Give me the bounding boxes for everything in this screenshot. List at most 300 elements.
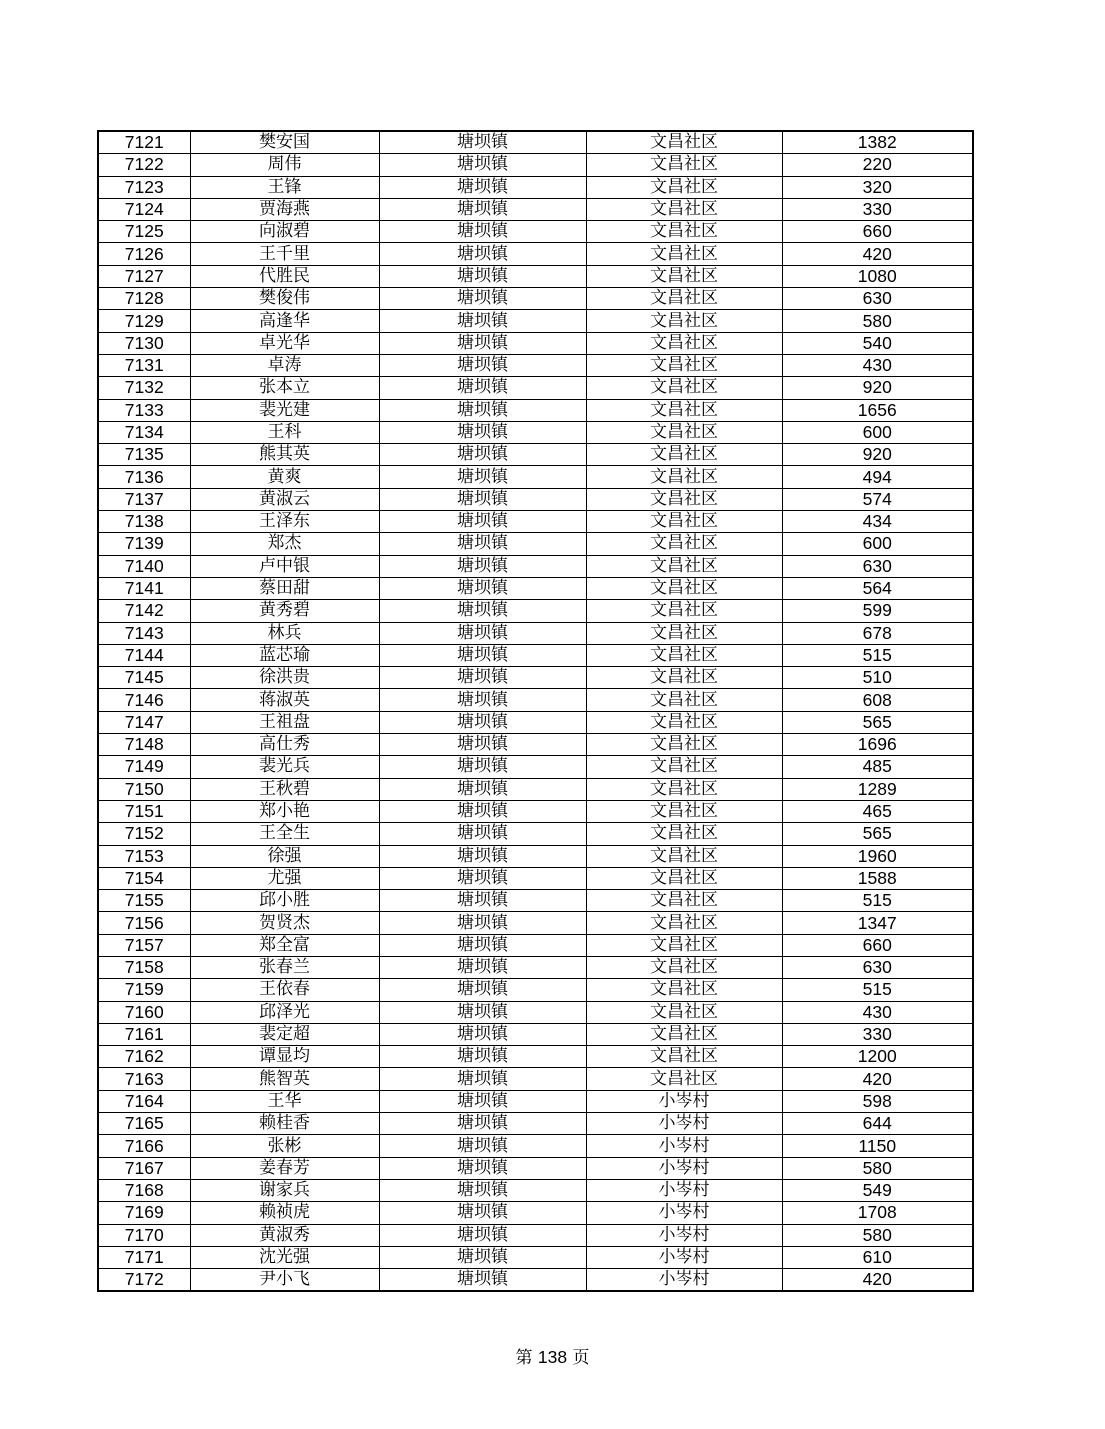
town-cell: 塘坝镇	[379, 1246, 586, 1268]
name-cell: 邱泽光	[190, 1001, 379, 1023]
amount-cell: 1696	[782, 734, 973, 756]
name-cell: 赖桂香	[190, 1113, 379, 1135]
amount-cell: 320	[782, 176, 973, 198]
town-cell: 塘坝镇	[379, 1068, 586, 1090]
name-cell: 高逢华	[190, 310, 379, 332]
row-index-cell: 7131	[98, 354, 190, 376]
amount-cell: 515	[782, 644, 973, 666]
town-cell: 塘坝镇	[379, 131, 586, 154]
row-index-cell: 7149	[98, 756, 190, 778]
town-cell: 塘坝镇	[379, 332, 586, 354]
row-index-cell: 7139	[98, 533, 190, 555]
row-index-cell: 7140	[98, 555, 190, 577]
amount-cell: 540	[782, 332, 973, 354]
amount-cell: 630	[782, 956, 973, 978]
amount-cell: 1588	[782, 867, 973, 889]
name-cell: 黄淑云	[190, 488, 379, 510]
name-cell: 黄淑秀	[190, 1224, 379, 1246]
town-cell: 塘坝镇	[379, 979, 586, 1001]
community-cell: 文昌社区	[586, 845, 782, 867]
table-row	[98, 1068, 973, 1090]
amount-cell: 678	[782, 622, 973, 644]
name-cell: 王秋碧	[190, 778, 379, 800]
row-index-cell: 7147	[98, 711, 190, 733]
table-row	[98, 555, 973, 577]
name-cell: 周伟	[190, 154, 379, 176]
table-row	[98, 689, 973, 711]
row-index-cell: 7130	[98, 332, 190, 354]
name-cell: 张彬	[190, 1135, 379, 1157]
name-cell: 卓涛	[190, 354, 379, 376]
row-index-cell: 7159	[98, 979, 190, 1001]
amount-cell: 565	[782, 823, 973, 845]
page-label-prefix: 第	[515, 1348, 533, 1368]
name-cell: 蓝芯瑜	[190, 644, 379, 666]
community-cell: 文昌社区	[586, 131, 782, 154]
amount-cell: 660	[782, 221, 973, 243]
name-cell: 蔡田甜	[190, 577, 379, 599]
table-row	[98, 734, 973, 756]
table-row	[98, 1179, 973, 1201]
town-cell: 塘坝镇	[379, 689, 586, 711]
community-cell: 文昌社区	[586, 1046, 782, 1068]
amount-cell: 600	[782, 421, 973, 443]
row-index-cell: 7163	[98, 1068, 190, 1090]
community-cell: 文昌社区	[586, 1001, 782, 1023]
table-row	[98, 310, 973, 332]
row-index-cell: 7126	[98, 243, 190, 265]
amount-cell: 565	[782, 711, 973, 733]
community-cell: 文昌社区	[586, 288, 782, 310]
community-cell: 文昌社区	[586, 689, 782, 711]
row-index-cell: 7122	[98, 154, 190, 176]
table-row	[98, 533, 973, 555]
community-cell: 文昌社区	[586, 600, 782, 622]
community-cell: 文昌社区	[586, 622, 782, 644]
name-cell: 黄秀碧	[190, 600, 379, 622]
row-index-cell: 7137	[98, 488, 190, 510]
town-cell: 塘坝镇	[379, 1046, 586, 1068]
amount-cell: 598	[782, 1090, 973, 1112]
community-cell: 文昌社区	[586, 243, 782, 265]
town-cell: 塘坝镇	[379, 711, 586, 733]
name-cell: 谢家兵	[190, 1179, 379, 1201]
table-row	[98, 1224, 973, 1246]
town-cell: 塘坝镇	[379, 198, 586, 220]
town-cell: 塘坝镇	[379, 823, 586, 845]
table-row	[98, 912, 973, 934]
table-row	[98, 1001, 973, 1023]
row-index-cell: 7167	[98, 1157, 190, 1179]
page-footer	[0, 1343, 1105, 1368]
town-cell: 塘坝镇	[379, 577, 586, 599]
name-cell: 郑全富	[190, 934, 379, 956]
row-index-cell: 7151	[98, 800, 190, 822]
amount-cell: 660	[782, 934, 973, 956]
amount-cell: 630	[782, 555, 973, 577]
row-index-cell: 7135	[98, 444, 190, 466]
community-cell: 小岑村	[586, 1113, 782, 1135]
community-cell: 小岑村	[586, 1224, 782, 1246]
amount-cell: 485	[782, 756, 973, 778]
community-cell: 文昌社区	[586, 734, 782, 756]
community-cell: 小岑村	[586, 1202, 782, 1224]
town-cell: 塘坝镇	[379, 354, 586, 376]
table-row	[98, 399, 973, 421]
town-cell: 塘坝镇	[379, 466, 586, 488]
name-cell: 贾海燕	[190, 198, 379, 220]
community-cell: 文昌社区	[586, 533, 782, 555]
name-cell: 王泽东	[190, 511, 379, 533]
amount-cell: 510	[782, 667, 973, 689]
amount-cell: 1656	[782, 399, 973, 421]
community-cell: 文昌社区	[586, 555, 782, 577]
name-cell: 张本立	[190, 377, 379, 399]
amount-cell: 1382	[782, 131, 973, 154]
amount-cell: 599	[782, 600, 973, 622]
name-cell: 王锋	[190, 176, 379, 198]
name-cell: 代胜民	[190, 265, 379, 287]
amount-cell: 580	[782, 1224, 973, 1246]
row-index-cell: 7123	[98, 176, 190, 198]
name-cell: 林兵	[190, 622, 379, 644]
row-index-cell: 7142	[98, 600, 190, 622]
town-cell: 塘坝镇	[379, 399, 586, 421]
town-cell: 塘坝镇	[379, 310, 586, 332]
table-row	[98, 221, 973, 243]
name-cell: 贺贤杰	[190, 912, 379, 934]
row-index-cell: 7127	[98, 265, 190, 287]
row-index-cell: 7146	[98, 689, 190, 711]
row-index-cell: 7170	[98, 1224, 190, 1246]
amount-cell: 1347	[782, 912, 973, 934]
row-index-cell: 7164	[98, 1090, 190, 1112]
row-index-cell: 7129	[98, 310, 190, 332]
row-index-cell: 7172	[98, 1269, 190, 1292]
town-cell: 塘坝镇	[379, 176, 586, 198]
table-row	[98, 1269, 973, 1292]
name-cell: 樊俊伟	[190, 288, 379, 310]
amount-cell: 564	[782, 577, 973, 599]
table-row	[98, 979, 973, 1001]
amount-cell: 920	[782, 377, 973, 399]
name-cell: 沈光强	[190, 1246, 379, 1268]
table-row	[98, 332, 973, 354]
name-cell: 王科	[190, 421, 379, 443]
name-cell: 黄爽	[190, 466, 379, 488]
amount-cell: 494	[782, 466, 973, 488]
table-row	[98, 511, 973, 533]
row-index-cell: 7155	[98, 890, 190, 912]
town-cell: 塘坝镇	[379, 1157, 586, 1179]
table-row	[98, 800, 973, 822]
name-cell: 徐强	[190, 845, 379, 867]
name-cell: 尹小飞	[190, 1269, 379, 1292]
table-row	[98, 288, 973, 310]
amount-cell: 434	[782, 511, 973, 533]
community-cell: 小岑村	[586, 1179, 782, 1201]
town-cell: 塘坝镇	[379, 377, 586, 399]
town-cell: 塘坝镇	[379, 800, 586, 822]
amount-cell: 920	[782, 444, 973, 466]
row-index-cell: 7128	[98, 288, 190, 310]
town-cell: 塘坝镇	[379, 644, 586, 666]
name-cell: 熊其英	[190, 444, 379, 466]
row-index-cell: 7141	[98, 577, 190, 599]
name-cell: 王祖盘	[190, 711, 379, 733]
amount-cell: 1289	[782, 778, 973, 800]
table-row	[98, 934, 973, 956]
town-cell: 塘坝镇	[379, 912, 586, 934]
row-index-cell: 7125	[98, 221, 190, 243]
town-cell: 塘坝镇	[379, 1023, 586, 1045]
name-cell: 邱小胜	[190, 890, 379, 912]
row-index-cell: 7145	[98, 667, 190, 689]
row-index-cell: 7144	[98, 644, 190, 666]
row-index-cell: 7166	[98, 1135, 190, 1157]
amount-cell: 1150	[782, 1135, 973, 1157]
row-index-cell: 7157	[98, 934, 190, 956]
row-index-cell: 7165	[98, 1113, 190, 1135]
table-row	[98, 823, 973, 845]
table-row	[98, 756, 973, 778]
name-cell: 郑杰	[190, 533, 379, 555]
table-row	[98, 243, 973, 265]
town-cell: 塘坝镇	[379, 555, 586, 577]
town-cell: 塘坝镇	[379, 1202, 586, 1224]
name-cell: 向淑碧	[190, 221, 379, 243]
amount-cell: 630	[782, 288, 973, 310]
name-cell: 王千里	[190, 243, 379, 265]
row-index-cell: 7133	[98, 399, 190, 421]
row-index-cell: 7134	[98, 421, 190, 443]
community-cell: 小岑村	[586, 1157, 782, 1179]
amount-cell: 580	[782, 310, 973, 332]
row-index-cell: 7124	[98, 198, 190, 220]
table-row	[98, 644, 973, 666]
row-index-cell: 7132	[98, 377, 190, 399]
data-table	[97, 130, 974, 1292]
amount-cell: 430	[782, 354, 973, 376]
town-cell: 塘坝镇	[379, 1269, 586, 1292]
name-cell: 赖祯虎	[190, 1202, 379, 1224]
name-cell: 卓光华	[190, 332, 379, 354]
amount-cell: 420	[782, 243, 973, 265]
community-cell: 文昌社区	[586, 421, 782, 443]
row-index-cell: 7121	[98, 131, 190, 154]
name-cell: 王华	[190, 1090, 379, 1112]
town-cell: 塘坝镇	[379, 533, 586, 555]
row-index-cell: 7150	[98, 778, 190, 800]
name-cell: 裴定超	[190, 1023, 379, 1045]
community-cell: 文昌社区	[586, 444, 782, 466]
community-cell: 文昌社区	[586, 823, 782, 845]
community-cell: 小岑村	[586, 1246, 782, 1268]
community-cell: 文昌社区	[586, 890, 782, 912]
table-row	[98, 1246, 973, 1268]
amount-cell: 1960	[782, 845, 973, 867]
name-cell: 张春兰	[190, 956, 379, 978]
table-row	[98, 1113, 973, 1135]
row-index-cell: 7168	[98, 1179, 190, 1201]
amount-cell: 600	[782, 533, 973, 555]
amount-cell: 515	[782, 890, 973, 912]
community-cell: 文昌社区	[586, 934, 782, 956]
town-cell: 塘坝镇	[379, 265, 586, 287]
community-cell: 文昌社区	[586, 979, 782, 1001]
community-cell: 文昌社区	[586, 332, 782, 354]
row-index-cell: 7143	[98, 622, 190, 644]
community-cell: 文昌社区	[586, 377, 782, 399]
community-cell: 文昌社区	[586, 310, 782, 332]
name-cell: 徐洪贵	[190, 667, 379, 689]
amount-cell: 1080	[782, 265, 973, 287]
amount-cell: 1200	[782, 1046, 973, 1068]
town-cell: 塘坝镇	[379, 956, 586, 978]
table-row	[98, 890, 973, 912]
community-cell: 文昌社区	[586, 221, 782, 243]
name-cell: 尤强	[190, 867, 379, 889]
town-cell: 塘坝镇	[379, 890, 586, 912]
table-row	[98, 956, 973, 978]
table-row	[98, 667, 973, 689]
row-index-cell: 7138	[98, 511, 190, 533]
community-cell: 文昌社区	[586, 577, 782, 599]
town-cell: 塘坝镇	[379, 756, 586, 778]
community-cell: 文昌社区	[586, 354, 782, 376]
table-row	[98, 444, 973, 466]
name-cell: 裴光建	[190, 399, 379, 421]
table-row	[98, 778, 973, 800]
row-index-cell: 7162	[98, 1046, 190, 1068]
table-row	[98, 577, 973, 599]
table-row	[98, 1157, 973, 1179]
table-row	[98, 198, 973, 220]
town-cell: 塘坝镇	[379, 1224, 586, 1246]
town-cell: 塘坝镇	[379, 778, 586, 800]
table-row	[98, 1023, 973, 1045]
amount-cell: 420	[782, 1269, 973, 1292]
community-cell: 文昌社区	[586, 511, 782, 533]
town-cell: 塘坝镇	[379, 421, 586, 443]
table-row	[98, 600, 973, 622]
community-cell: 文昌社区	[586, 956, 782, 978]
community-cell: 文昌社区	[586, 756, 782, 778]
amount-cell: 580	[782, 1157, 973, 1179]
community-cell: 文昌社区	[586, 778, 782, 800]
amount-cell: 644	[782, 1113, 973, 1135]
table-row	[98, 176, 973, 198]
community-cell: 文昌社区	[586, 154, 782, 176]
row-index-cell: 7171	[98, 1246, 190, 1268]
name-cell: 王依春	[190, 979, 379, 1001]
amount-cell: 608	[782, 689, 973, 711]
table-row	[98, 1202, 973, 1224]
name-cell: 王全生	[190, 823, 379, 845]
town-cell: 塘坝镇	[379, 1090, 586, 1112]
town-cell: 塘坝镇	[379, 667, 586, 689]
amount-cell: 610	[782, 1246, 973, 1268]
name-cell: 熊智英	[190, 1068, 379, 1090]
community-cell: 文昌社区	[586, 912, 782, 934]
table-row	[98, 867, 973, 889]
row-index-cell: 7153	[98, 845, 190, 867]
town-cell: 塘坝镇	[379, 1179, 586, 1201]
community-cell: 文昌社区	[586, 488, 782, 510]
table-row	[98, 711, 973, 733]
amount-cell: 430	[782, 1001, 973, 1023]
town-cell: 塘坝镇	[379, 1135, 586, 1157]
community-cell: 文昌社区	[586, 1068, 782, 1090]
table-row	[98, 1135, 973, 1157]
table-row	[98, 354, 973, 376]
amount-cell: 330	[782, 1023, 973, 1045]
community-cell: 文昌社区	[586, 667, 782, 689]
table-body	[98, 131, 973, 1291]
row-index-cell: 7160	[98, 1001, 190, 1023]
community-cell: 文昌社区	[586, 176, 782, 198]
row-index-cell: 7152	[98, 823, 190, 845]
row-index-cell: 7154	[98, 867, 190, 889]
town-cell: 塘坝镇	[379, 867, 586, 889]
amount-cell: 549	[782, 1179, 973, 1201]
amount-cell: 574	[782, 488, 973, 510]
town-cell: 塘坝镇	[379, 622, 586, 644]
community-cell: 小岑村	[586, 1135, 782, 1157]
amount-cell: 420	[782, 1068, 973, 1090]
name-cell: 裴光兵	[190, 756, 379, 778]
town-cell: 塘坝镇	[379, 600, 586, 622]
table-row	[98, 845, 973, 867]
name-cell: 高仕秀	[190, 734, 379, 756]
row-index-cell: 7169	[98, 1202, 190, 1224]
table-row	[98, 466, 973, 488]
town-cell: 塘坝镇	[379, 934, 586, 956]
amount-cell: 330	[782, 198, 973, 220]
row-index-cell: 7136	[98, 466, 190, 488]
name-cell: 谭显均	[190, 1046, 379, 1068]
community-cell: 小岑村	[586, 1090, 782, 1112]
page-label-suffix: 页	[572, 1348, 590, 1368]
table-row	[98, 131, 973, 154]
table-row	[98, 488, 973, 510]
table-row	[98, 1046, 973, 1068]
row-index-cell: 7161	[98, 1023, 190, 1045]
amount-cell: 465	[782, 800, 973, 822]
row-index-cell: 7156	[98, 912, 190, 934]
amount-cell: 220	[782, 154, 973, 176]
name-cell: 姜春芳	[190, 1157, 379, 1179]
community-cell: 文昌社区	[586, 265, 782, 287]
amount-cell: 515	[782, 979, 973, 1001]
row-index-cell: 7148	[98, 734, 190, 756]
table-row	[98, 377, 973, 399]
page-number: 138	[537, 1347, 568, 1367]
community-cell: 文昌社区	[586, 1023, 782, 1045]
community-cell: 文昌社区	[586, 711, 782, 733]
town-cell: 塘坝镇	[379, 734, 586, 756]
amount-cell: 1708	[782, 1202, 973, 1224]
town-cell: 塘坝镇	[379, 243, 586, 265]
table-row	[98, 421, 973, 443]
town-cell: 塘坝镇	[379, 488, 586, 510]
town-cell: 塘坝镇	[379, 845, 586, 867]
community-cell: 文昌社区	[586, 198, 782, 220]
name-cell: 樊安国	[190, 131, 379, 154]
town-cell: 塘坝镇	[379, 1001, 586, 1023]
table-row	[98, 1090, 973, 1112]
row-index-cell: 7158	[98, 956, 190, 978]
